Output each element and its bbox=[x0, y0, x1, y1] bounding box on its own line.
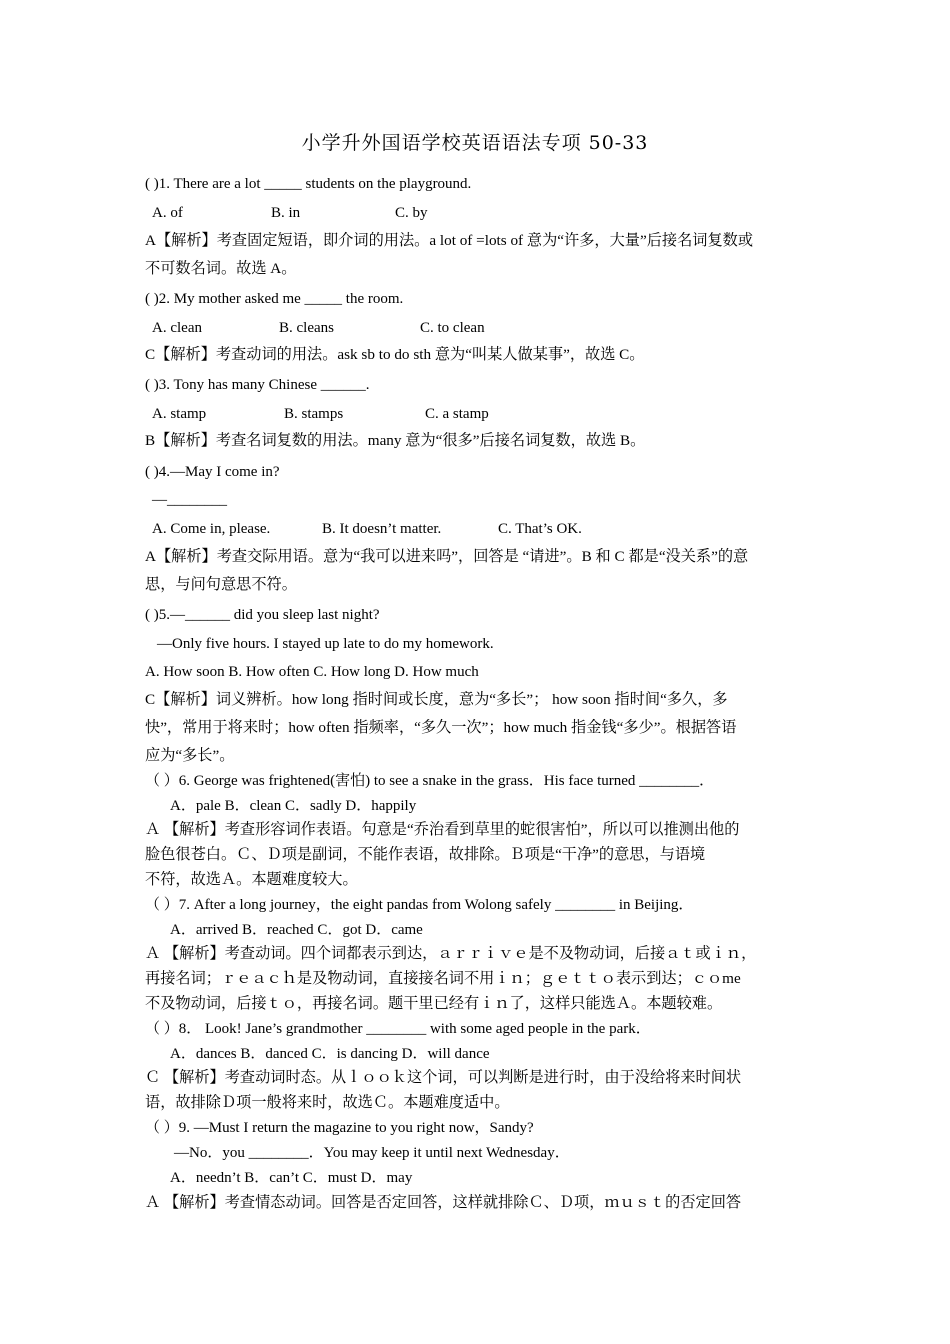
explanation-5-line-3: 应为“多长”。 bbox=[145, 747, 235, 764]
question-4: ( )4.—May I come in? bbox=[145, 464, 280, 480]
q2-option-a: A. clean bbox=[152, 320, 202, 336]
question-9: （ ）9. —Must I return the magazine to you right now，Sandy? bbox=[145, 1120, 534, 1136]
explanation-7-line-2: 再接名词；ｒｅａｃｈ是及物动词，直接接名词不用ｉｎ；ｇｅｔｔｏ表示到达；ｃｏme bbox=[145, 970, 741, 987]
q7-options: A．arrived B．reached C．got D．came bbox=[170, 922, 423, 938]
q2-option-c: C. to clean bbox=[420, 320, 485, 336]
explanation-8-line-1: Ｃ 【解析】考查动词时态。从ｌｏｏｋ这个词，可以判断是进行时，由于没给将来时间状 bbox=[145, 1069, 742, 1086]
question-7: （ ）7. After a long journey，the eight pandas from Wolong safely ________ in Beijing． bbox=[145, 897, 694, 913]
explanation-7-line-1: Ａ 【解析】考查动词。四个词都表示到达，ａｒｒｉｖｅ是不及物动词，后接ａｔ或ｉｎ， bbox=[145, 945, 757, 962]
explanation-1-line-2: 不可数名词。故选 A。 bbox=[145, 260, 297, 277]
question-6: （ ）6. George was frightened(害怕) to see a snake in the grass．His face turned ________． bbox=[145, 773, 715, 789]
explanation-5-line-2: 快”，常用于将来时；how often 指频率，“多久一次”；how much 指金钱“多少”。根据答语 bbox=[145, 719, 737, 736]
question-4-answer-blank: —________ bbox=[152, 492, 227, 508]
q4-option-a: A. Come in, please. bbox=[152, 521, 271, 537]
explanation-4-line-2: 思，与问句意思不符。 bbox=[145, 576, 297, 593]
question-5-reply: —Only five hours. I stayed up late to do my homework. bbox=[157, 636, 494, 652]
explanation-1-line-1: A【解析】考查固定短语，即介词的用法。a lot of =lots of 意为“许多，大量”后接名词复数或 bbox=[145, 232, 754, 249]
question-1: ( )1. There are a lot _____ students on the playground. bbox=[145, 176, 472, 192]
q3-option-c: C. a stamp bbox=[425, 406, 489, 422]
question-9-reply: —No．you ________．You may keep it until next Wednesday． bbox=[174, 1145, 570, 1161]
document-title: 小学升外国语学校英语语法专项 50-33 bbox=[301, 132, 649, 154]
q3-option-a: A. stamp bbox=[152, 406, 207, 422]
q2-option-b: B. cleans bbox=[279, 320, 334, 336]
explanation-6-line-1: Ａ 【解析】考查形容词作表语。句意是“乔治看到草里的蛇很害怕”，所以可以推测出他的 bbox=[145, 821, 740, 838]
explanation-6-line-2: 脸色很苍白。Ｃ、Ｄ项是副词，不能作表语，故排除。Ｂ项是“干净”的意思，与语境 bbox=[145, 846, 706, 863]
q1-option-b: B. in bbox=[271, 205, 301, 221]
q1-option-a: A. of bbox=[152, 205, 183, 221]
question-8: （ ）8． Look! Jane’s grandmother ________ with some aged people in the park． bbox=[145, 1021, 651, 1037]
explanation-9-line-1: Ａ 【解析】考查情态动词。回答是否定回答，这样就排除Ｃ、Ｄ项，ｍｕｓｔ的否定回答 bbox=[145, 1194, 742, 1211]
explanation-3: B【解析】考查名词复数的用法。many 意为“很多”后接名词复数，故选 B。 bbox=[145, 432, 646, 449]
explanation-7-line-3: 不及物动词，后接ｔｏ，再接名词。题干里已经有ｉｎ了，这样只能选Ａ。本题较难。 bbox=[145, 995, 723, 1012]
q4-option-b: B. It doesn’t matter. bbox=[322, 521, 442, 537]
q9-options: A．needn’t B．can’t C．must D．may bbox=[170, 1170, 413, 1186]
question-3: ( )3. Tony has many Chinese ______. bbox=[145, 377, 370, 393]
q3-option-b: B. stamps bbox=[284, 406, 344, 422]
q5-options: A. How soon B. How often C. How long D. How much bbox=[145, 664, 479, 680]
q1-option-c: C. by bbox=[395, 205, 428, 221]
explanation-5-line-1: C【解析】词义辨析。how long 指时间或长度，意为“多长”； how soon 指时间“多久，多 bbox=[145, 691, 728, 708]
explanation-8-line-2: 语，故排除Ｄ项一般将来时，故选Ｃ。本题难度适中。 bbox=[145, 1094, 510, 1111]
question-5: ( )5.—______ did you sleep last night? bbox=[145, 607, 380, 623]
question-2: ( )2. My mother asked me _____ the room. bbox=[145, 291, 404, 307]
explanation-2: C【解析】考查动词的用法。ask sb to do sth 意为“叫某人做某事”，故选 C。 bbox=[145, 346, 645, 363]
explanation-6-line-3: 不符，故选Ａ。本题难度较大。 bbox=[145, 871, 358, 888]
q8-options: A．dances B．danced C．is dancing D．will dance bbox=[170, 1046, 490, 1062]
explanation-4-line-1: A【解析】考查交际用语。意为“我可以进来吗”，回答是 “请进”。B 和 C 都是“没关系”的意 bbox=[145, 548, 749, 565]
q6-options: A．pale B．clean C．sadly D．happily bbox=[170, 798, 417, 814]
q4-option-c: C. That’s OK. bbox=[498, 521, 582, 537]
